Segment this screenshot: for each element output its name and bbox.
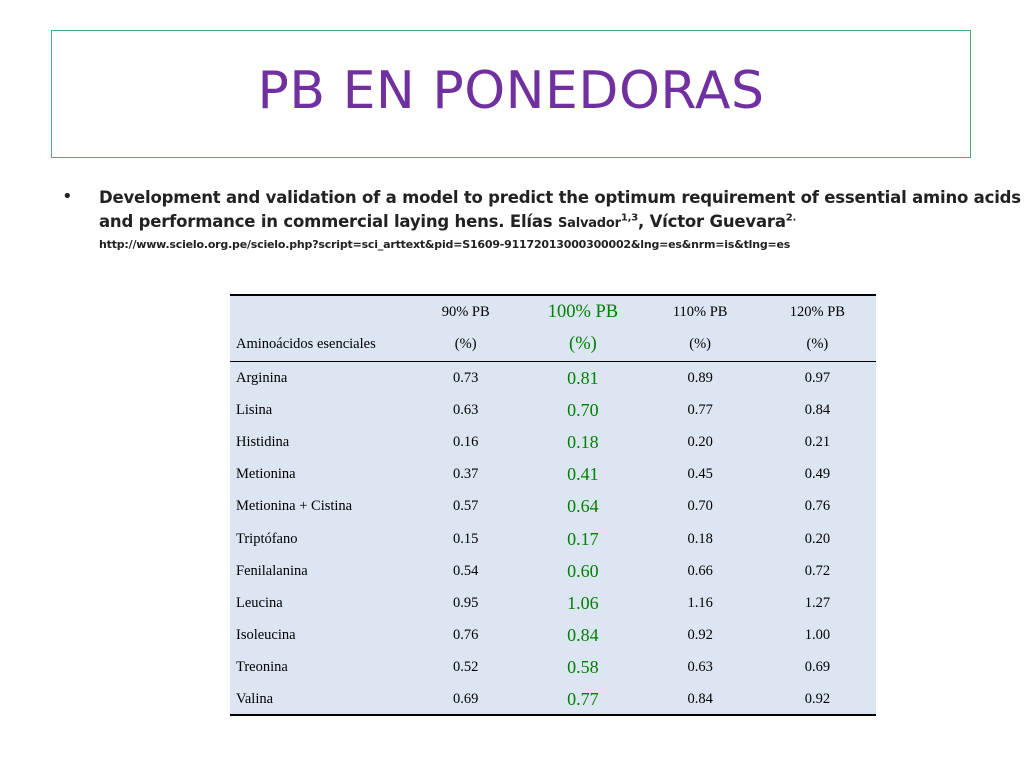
table-row bbox=[230, 362, 876, 395]
header-bottom-cell: (%) bbox=[524, 328, 641, 362]
value-cell: 0.21 bbox=[804, 433, 831, 450]
amino-acid-name: Metionina + Cistina bbox=[236, 498, 353, 515]
author-separator: , Víctor Guevara bbox=[637, 212, 786, 231]
page-title: PB EN PONEDORAS bbox=[257, 61, 765, 121]
value-cell: 1.27 bbox=[804, 594, 831, 611]
value-cell: 0.63 bbox=[687, 659, 713, 676]
value-cell: 1.16 bbox=[687, 594, 713, 611]
value-cell: 0.45 bbox=[687, 466, 713, 483]
header-top-cell: 110% PB bbox=[672, 303, 728, 320]
citation-url[interactable]: http://www.scielo.org.pe/scielo.php?script=sci_arttext&pid=S1609-91172013000300002&lng=es&nrm=is&tlng=es bbox=[99, 238, 791, 251]
value-cell: 0.69 bbox=[452, 691, 479, 708]
value-cell: 0.20 bbox=[804, 530, 831, 547]
value-cell: 0.20 bbox=[687, 433, 713, 450]
amino-acid-name: Fenilalanina bbox=[236, 562, 308, 579]
header-bottom-cell: Aminoácidos esenciales bbox=[230, 328, 407, 362]
table-row bbox=[230, 587, 876, 619]
value-cell: 0.76 bbox=[452, 627, 479, 644]
value-cell: 0.92 bbox=[687, 627, 713, 644]
table-row bbox=[230, 491, 876, 523]
value-cell: 0.92 bbox=[804, 691, 831, 708]
value-cell: 0.72 bbox=[804, 562, 831, 579]
author-2-sup: 2. bbox=[785, 212, 797, 224]
value-cell: 0.84 bbox=[804, 401, 831, 418]
value-cell: 0.63 bbox=[452, 401, 479, 418]
value-cell: 0.52 bbox=[452, 659, 479, 676]
table-row bbox=[230, 620, 876, 652]
header-bottom-cell: (%) bbox=[759, 328, 876, 362]
header-row-bottom bbox=[230, 328, 876, 362]
value-cell: 0.15 bbox=[452, 530, 479, 547]
amino-acid-name: Isoleucina bbox=[236, 627, 296, 644]
amino-acid-name: Lisina bbox=[236, 401, 273, 418]
amino-acid-name: Valina bbox=[236, 691, 274, 708]
value-cell: 0.77 bbox=[687, 401, 713, 418]
amino-acid-table bbox=[230, 294, 876, 716]
value-cell: 0.84 bbox=[567, 625, 599, 646]
amino-acid-grid bbox=[230, 296, 876, 716]
value-cell: 1.00 bbox=[804, 627, 831, 644]
citation-text bbox=[99, 186, 1021, 253]
amino-acid-name: Arginina bbox=[236, 369, 288, 386]
value-cell: 0.41 bbox=[567, 464, 599, 485]
header-top-cell: 100% PB bbox=[547, 301, 619, 322]
table-row bbox=[230, 459, 876, 491]
citation-bullet bbox=[62, 186, 1021, 253]
table-row bbox=[230, 394, 876, 426]
amino-acid-name: Metionina bbox=[236, 466, 296, 483]
value-cell: 0.89 bbox=[687, 369, 713, 386]
header-bottom-cell: (%) bbox=[642, 328, 759, 362]
citation-line-2-text: and performance in commercial laying hens. Elías bbox=[99, 212, 558, 231]
value-cell: 0.70 bbox=[687, 498, 713, 515]
header-row-top bbox=[230, 296, 876, 328]
value-cell: 0.18 bbox=[687, 530, 713, 547]
header-top-cell bbox=[230, 296, 407, 328]
table-row bbox=[230, 523, 876, 555]
bullet-dot: • bbox=[62, 186, 73, 207]
value-cell: 0.97 bbox=[804, 369, 831, 386]
value-cell: 0.69 bbox=[804, 659, 831, 676]
table-body bbox=[230, 296, 876, 716]
value-cell: 0.95 bbox=[452, 594, 479, 611]
value-cell: 0.64 bbox=[567, 496, 599, 517]
header-top-cell: 120% PB bbox=[789, 303, 845, 320]
header-top-cell: 90% PB bbox=[441, 303, 490, 320]
value-cell: 0.73 bbox=[452, 369, 479, 386]
value-cell: 1.06 bbox=[567, 592, 599, 613]
value-cell: 0.76 bbox=[804, 498, 831, 515]
amino-acid-name: Treonina bbox=[236, 659, 288, 676]
table-row bbox=[230, 555, 876, 587]
author-1-sup: 1,3 bbox=[620, 212, 638, 224]
value-cell: 0.70 bbox=[567, 399, 599, 420]
value-cell: 0.77 bbox=[567, 689, 599, 710]
amino-acid-name: Histidina bbox=[236, 433, 290, 450]
citation-line-1: Development and validation of a model to predict the optimum requirement of essential amino acids bbox=[99, 188, 1021, 207]
value-cell: 0.57 bbox=[452, 498, 479, 515]
table-row bbox=[230, 426, 876, 458]
table-row bbox=[230, 684, 876, 716]
value-cell: 0.60 bbox=[567, 560, 599, 581]
value-cell: 0.81 bbox=[567, 367, 599, 388]
value-cell: 0.18 bbox=[567, 431, 599, 452]
header-bottom-cell: (%) bbox=[407, 328, 524, 362]
value-cell: 0.49 bbox=[804, 466, 831, 483]
value-cell: 0.16 bbox=[452, 433, 479, 450]
value-cell: 0.17 bbox=[567, 528, 599, 549]
value-cell: 0.58 bbox=[567, 657, 599, 678]
value-cell: 0.84 bbox=[687, 691, 713, 708]
amino-acid-name: Triptófano bbox=[236, 530, 298, 547]
amino-acid-name: Leucina bbox=[236, 594, 283, 611]
table-row bbox=[230, 652, 876, 684]
citation-line-2 bbox=[99, 210, 962, 236]
title-box bbox=[51, 30, 971, 158]
value-cell: 0.54 bbox=[452, 562, 479, 579]
value-cell: 0.37 bbox=[452, 466, 479, 483]
value-cell: 0.66 bbox=[687, 562, 713, 579]
author-1-name: Salvador bbox=[557, 216, 621, 231]
